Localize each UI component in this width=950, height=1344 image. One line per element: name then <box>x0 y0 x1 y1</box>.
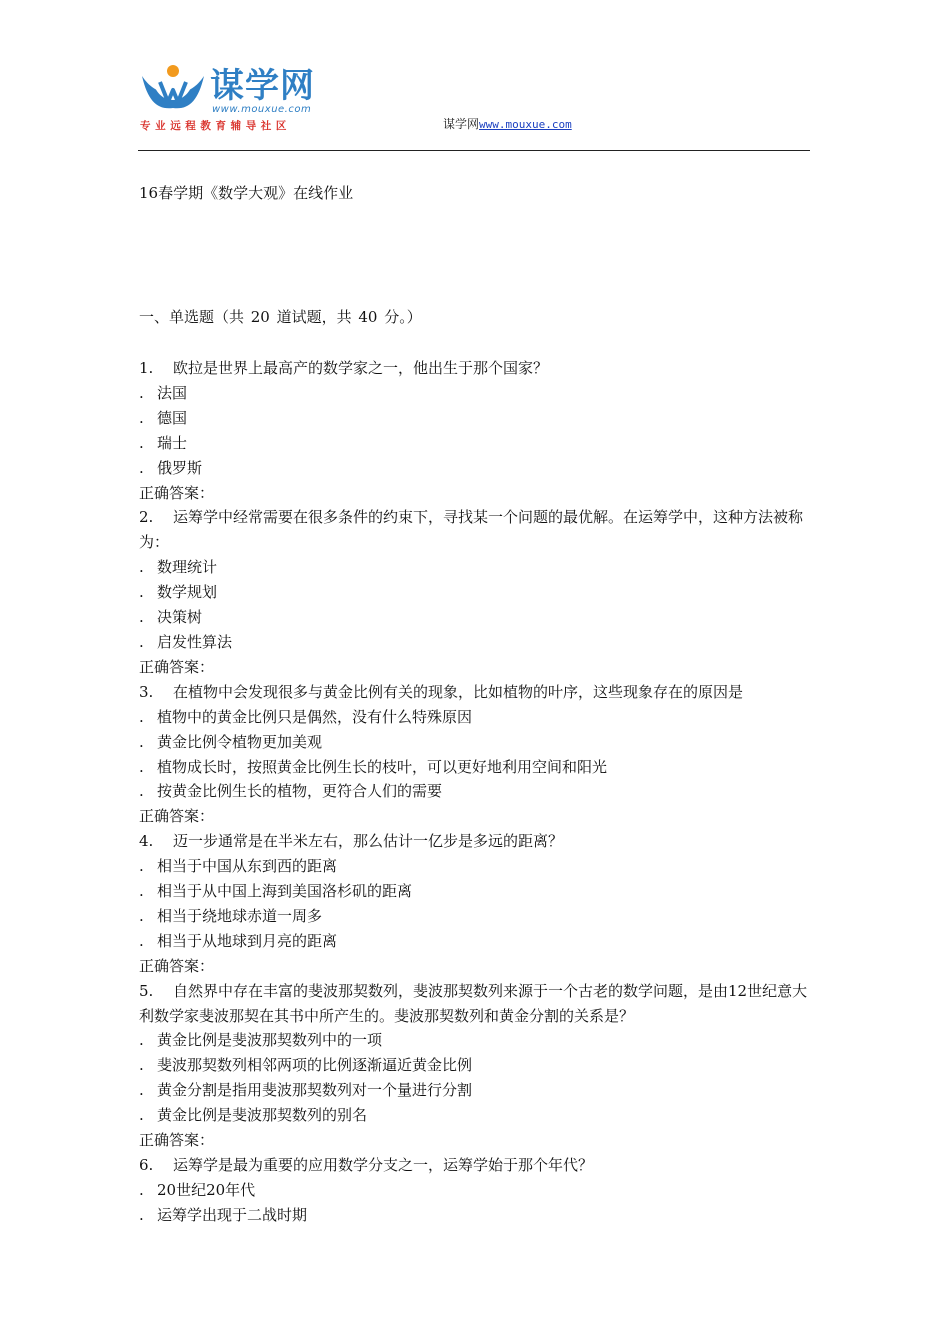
option-marker: . <box>139 882 144 901</box>
answer-option[interactable] <box>139 1053 812 1078</box>
answer-option[interactable] <box>139 1203 812 1228</box>
answer-option[interactable] <box>139 1028 812 1053</box>
option-text: 植物中的黄金比例只是偶然，没有什么特殊原因 <box>157 707 473 726</box>
option-text: 法国 <box>157 383 188 402</box>
option-text: 斐波那契数列相邻两项的比例逐渐逼近黄金比例 <box>157 1056 473 1075</box>
option-marker: . <box>139 931 144 950</box>
question-stem <box>139 829 812 854</box>
question-number: 3. <box>139 682 154 701</box>
option-text: 运筹学出现于二战时期 <box>157 1205 308 1224</box>
option-marker: . <box>139 433 144 452</box>
answer-option[interactable] <box>139 630 812 655</box>
question-item <box>139 356 812 505</box>
site-logo[interactable] <box>138 62 338 132</box>
option-text: 20世纪20年代 <box>157 1180 256 1199</box>
answer-option[interactable] <box>139 904 812 929</box>
option-marker: . <box>139 1180 144 1199</box>
correct-answer-label: 正确答案： <box>139 807 215 826</box>
answer-option[interactable] <box>139 755 812 780</box>
option-text: 相当于从中国上海到美国洛杉矶的距离 <box>157 882 413 901</box>
answer-option[interactable] <box>139 555 812 580</box>
correct-answer-label: 正确答案： <box>139 657 215 676</box>
option-text: 相当于中国从东到西的距离 <box>157 857 338 876</box>
question-stem <box>139 356 812 381</box>
question-list <box>139 356 812 1228</box>
logo-name: 谋学网 <box>210 66 315 106</box>
option-text: 相当于从地球到月亮的距离 <box>157 931 338 950</box>
answer-option[interactable] <box>139 381 812 406</box>
question-text: 欧拉是世界上最高产的数学家之一，他出生于那个国家？ <box>173 359 549 377</box>
answer-option[interactable] <box>139 456 812 481</box>
question-number: 1. <box>139 359 154 377</box>
answer-option[interactable] <box>139 605 812 630</box>
option-text: 数理统计 <box>157 558 218 577</box>
correct-answer-label: 正确答案： <box>139 1131 215 1150</box>
option-marker: . <box>139 906 144 925</box>
answer-option[interactable] <box>139 779 812 804</box>
question-text: 运筹学中经常需要在很多条件的约束下，寻找某一个问题的最优解。在运筹学中，这种方法被称为： <box>139 508 804 552</box>
question-text: 迈一步通常是在半米左右，那么估计一亿步是多远的距离？ <box>173 832 564 851</box>
document-title: 16春学期《数学大观》在线作业 <box>139 184 354 202</box>
header-site-link[interactable]: www.mouxue.com <box>479 118 572 131</box>
option-marker: . <box>139 458 144 477</box>
question-item <box>139 1153 812 1228</box>
option-text: 黄金比例是斐波那契数列的别名 <box>157 1106 368 1125</box>
question-number: 5. <box>139 981 154 1000</box>
answer-option[interactable] <box>139 406 812 431</box>
header-site-label: 谋学网 <box>443 117 480 131</box>
option-marker: . <box>139 732 144 751</box>
answer-option[interactable] <box>139 1178 812 1203</box>
question-item <box>139 505 812 679</box>
question-number: 4. <box>139 832 154 851</box>
logo-url: www.mouxue.com <box>212 104 312 115</box>
option-marker: . <box>139 408 144 427</box>
question-stem <box>139 979 812 1029</box>
option-text: 俄罗斯 <box>157 458 203 477</box>
question-stem <box>139 680 812 705</box>
answer-option[interactable] <box>139 705 812 730</box>
correct-answer-label: 正确答案： <box>139 483 215 502</box>
option-text: 决策树 <box>157 608 203 627</box>
option-marker: . <box>139 757 144 776</box>
correct-answer-label: 正确答案： <box>139 956 215 975</box>
question-text: 在植物中会发现很多与黄金比例有关的现象，比如植物的叶序，这些现象存在的原因是 <box>173 682 744 701</box>
question-item <box>139 680 812 829</box>
question-stem <box>139 1153 812 1178</box>
option-marker: . <box>139 782 144 801</box>
option-text: 植物成长时，按照黄金比例生长的枝叶，可以更好地利用空间和阳光 <box>157 757 608 776</box>
option-marker: . <box>139 583 144 602</box>
answer-option[interactable] <box>139 854 812 879</box>
answer-option[interactable] <box>139 1103 812 1128</box>
option-text: 黄金比例是斐波那契数列中的一项 <box>157 1031 383 1050</box>
header-divider <box>138 150 810 151</box>
book-reader-logo-icon <box>138 62 208 114</box>
header-site-reference <box>443 115 572 132</box>
question-stem <box>139 505 812 555</box>
option-marker: . <box>139 1106 144 1125</box>
option-marker: . <box>139 857 144 876</box>
option-marker: . <box>139 1056 144 1075</box>
option-marker: . <box>139 1081 144 1100</box>
option-text: 黄金分割是指用斐波那契数列对一个量进行分割 <box>157 1081 473 1100</box>
option-text: 按黄金比例生长的植物，更符合人们的需要 <box>157 782 443 801</box>
answer-option[interactable] <box>139 879 812 904</box>
section-heading: 一、单选题（共 20 道试题，共 40 分。） <box>139 308 422 326</box>
option-text: 启发性算法 <box>157 632 233 651</box>
option-text: 黄金比例令植物更加美观 <box>157 732 323 751</box>
question-text: 运筹学是最为重要的应用数学分支之一，运筹学始于那个年代？ <box>173 1156 594 1174</box>
question-number: 6. <box>139 1156 154 1174</box>
answer-option[interactable] <box>139 431 812 456</box>
option-marker: . <box>139 632 144 651</box>
answer-option[interactable] <box>139 730 812 755</box>
option-marker: . <box>139 1031 144 1050</box>
option-marker: . <box>139 558 144 577</box>
option-text: 数学规划 <box>157 583 218 602</box>
answer-option[interactable] <box>139 929 812 954</box>
logo-slogan: 专业远程教育辅导社区 <box>140 120 291 132</box>
option-marker: . <box>139 608 144 627</box>
question-item <box>139 829 812 978</box>
question-text: 自然界中存在丰富的斐波那契数列，斐波那契数列来源于一个古老的数学问题，是由12世纪意大利数学家斐波那契在其书中所产生的。斐波那契数列和黄金分割的关系是？ <box>139 981 808 1025</box>
option-marker: . <box>139 1205 144 1224</box>
question-number: 2. <box>139 508 154 527</box>
option-text: 瑞士 <box>157 433 188 452</box>
option-marker: . <box>139 707 144 726</box>
answer-option[interactable] <box>139 1078 812 1103</box>
option-marker: . <box>139 383 144 402</box>
option-text: 相当于绕地球赤道一周多 <box>157 906 323 925</box>
question-item <box>139 979 812 1153</box>
option-text: 德国 <box>157 408 188 427</box>
answer-option[interactable] <box>139 580 812 605</box>
